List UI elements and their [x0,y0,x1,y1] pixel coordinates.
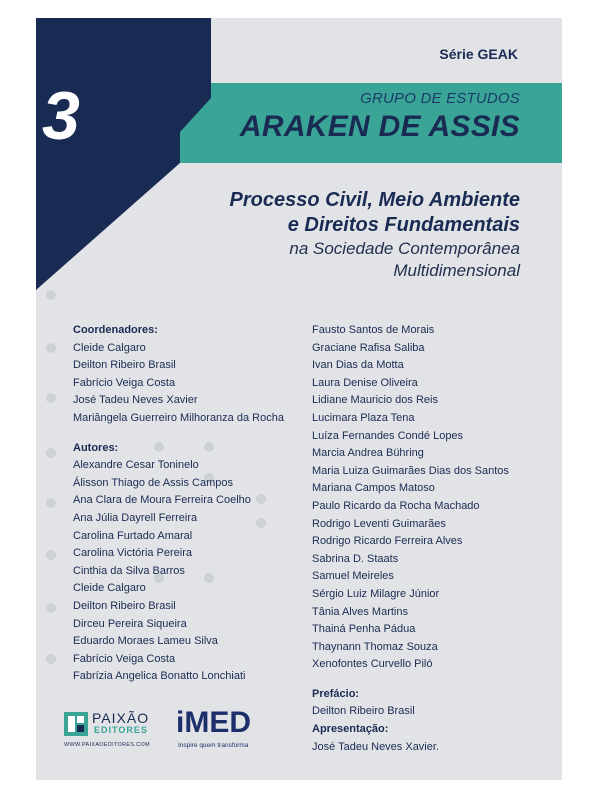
author-name: Laura Denise Oliveira [312,376,418,389]
author-name: Thainá Penha Pádua [312,623,416,636]
decor-dot [46,448,56,458]
author-name: Ana Clara de Moura Ferreira Coelho [73,494,251,507]
author-name: Cleide Calgaro [73,582,146,595]
imed-logo [176,708,286,758]
coordinator-name: Fabrício Veiga Costa [73,376,176,389]
coordinators-heading: Coordenadores: [73,324,158,336]
author-name: Deilton Ribeiro Brasil [73,599,176,612]
publisher-url: WWW.PAIXAOEDITORES.COM [64,742,150,748]
author-name: Luíza Fernandes Condé Lopes [312,429,464,442]
coordinator-name: Mariângela Guerreiro Milhoranza da Rocha [73,411,284,424]
presentation-name: José Tadeu Neves Xavier. [312,740,439,753]
group-label: GRUPO DE ESTUDOS [360,90,520,107]
author-name: Thaynann Thomaz Souza [312,640,438,653]
author-name: Paulo Ricardo da Rocha Machado [312,499,480,512]
author-name: Carolina Furtado Amaral [73,529,193,542]
publisher-name-top: PAIXÃO [92,710,150,726]
left-column [73,322,284,686]
author-name: Eduardo Moraes Lameu Silva [73,635,218,648]
paixao-logo-icon [64,712,88,736]
author-name: Fabrício Veiga Costa [73,652,176,665]
decor-dot [46,654,56,664]
presentation-heading: Apresentação: [312,723,389,736]
imed-tagline: Inspire quem transforma [178,742,249,749]
author-name: Fausto Santos de Morais [312,324,435,336]
author-name: Samuel Meireles [312,570,394,583]
author-name: Lidiane Mauricio dos Reis [312,394,438,407]
author-name: Ana Júlia Dayrell Ferreira [73,511,198,524]
decor-dot [46,550,56,560]
publisher-name-bottom: EDITORES [94,725,148,735]
author-name: Xenofontes Curvello Piló [312,658,433,671]
decor-dot [46,393,56,403]
author-name: Álisson Thiago de Assis Campos [73,476,233,489]
author-name: Mariana Campos Matoso [312,482,435,495]
coordinator-name: Cleide Calgaro [73,341,146,354]
group-name: ARAKEN DE ASSIS [239,110,520,143]
coordinator-name: Deilton Ribeiro Brasil [73,359,176,372]
coordinator-name: José Tadeu Neves Xavier [73,394,198,407]
imed-wordmark: iMED [176,706,251,739]
decor-dot [46,603,56,613]
decor-dot [46,498,56,508]
series-label: Série GEAK [439,46,518,62]
author-name: Rodrigo Ricardo Ferreira Alves [312,535,463,548]
book-cover [36,18,562,780]
preface-name: Deilton Ribeiro Brasil [312,705,415,718]
subtitle-line-1: na Sociedade Contemporânea [289,239,520,258]
subtitle-line-2: Multidimensional [393,261,520,280]
author-name: Alexandre Cesar Toninelo [73,459,199,472]
author-name: Cinthia da Silva Barros [73,564,185,577]
author-name: Lucimara Plaza Tena [312,411,415,424]
right-column [312,322,509,756]
paixao-editores-logo [64,708,174,758]
volume-number: 3 [42,78,80,154]
title-line-1: Processo Civil, Meio Ambiente [229,189,520,211]
authors-heading: Autores: [73,441,119,454]
author-name: Dirceu Pereira Siqueira [73,617,187,630]
author-name: Tânia Alves Martins [312,605,408,618]
author-name: Fabrízia Angelica Bonatto Lonchiati [73,670,246,683]
decor-dot [46,343,56,353]
title-line-2: e Direitos Fundamentais [287,214,520,236]
author-name: Maria Luiza Guimarães Dias dos Santos [312,464,509,477]
author-name: Sérgio Luiz Milagre Júnior [312,587,440,600]
decor-dot [46,290,56,300]
author-name: Ivan Dias da Motta [312,359,404,372]
author-name: Graciane Rafisa Saliba [312,341,425,354]
author-name: Sabrina D. Staats [312,552,399,565]
preface-heading: Prefácio: [312,687,360,700]
author-name: Carolina Victória Pereira [73,547,193,560]
author-name: Rodrigo Leventi Guimarães [312,517,446,530]
author-name: Marcia Andrea Bühring [312,447,424,460]
book-title [230,188,520,282]
